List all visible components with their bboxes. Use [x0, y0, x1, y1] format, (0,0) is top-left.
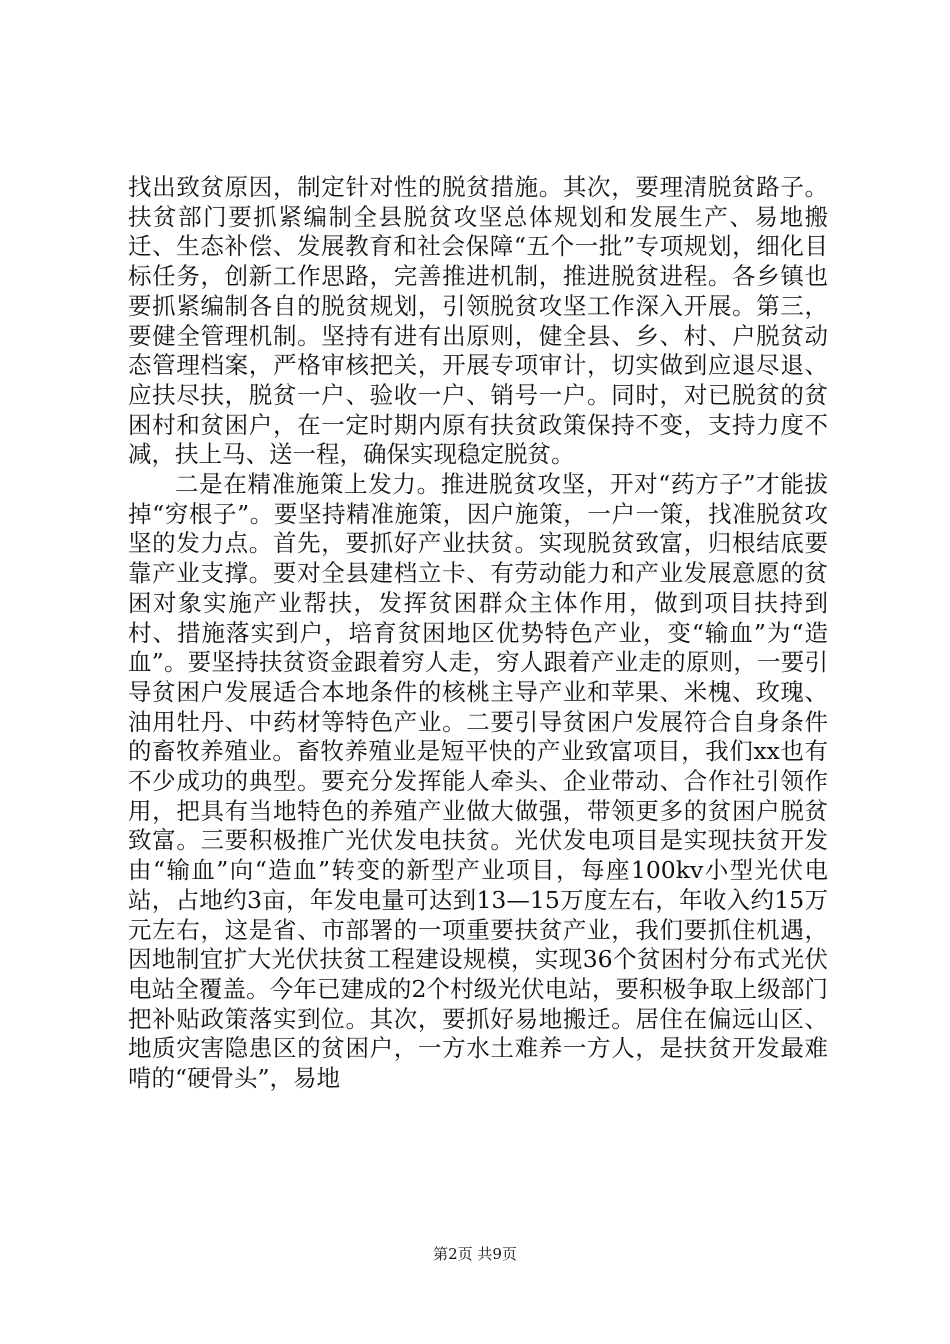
- paragraph-precise-policy: 二是在精准施策上发力。推进脱贫攻坚，开对“药方子”才能拔掉“穷根子”。要坚持精准施策，因户施策，一户一策，找准脱贫攻坚的发力点。首先，要抓好产业扶贫。实现脱贫致富，归根结底要靠产业支撑。要对全县建档立卡、有劳动能力和产业发展意愿的贫困对象实施产业帮扶，发挥贫困群众主体作用，做到项目扶持到村、措施落实到户，培育贫困地区优势特色产业，变“输血”为“造血”。要坚持扶贫资金跟着穷人走，穷人跟着产业走的原则，一要引导贫困户发展适合本地条件的核桃主导产业和苹果、米槐、玫瑰、油用牡丹、中药材等特色产业。二要引导贫困户发展符合自身条件的畜牧养殖业。畜牧养殖业是短平快的产业致富项目，我们xx也有不少成功的典型。要充分发挥能人牵头、企业带动、合作社引领作用，把具有当地特色的养殖产业做大做强，带领更多的贫困户脱贫致富。三要积极推广光伏发电扶贫。光伏发电项目是实现扶贫开发由“输血”向“造血”转变的新型产业项目，每座100kv小型光伏电站，占地约3亩，年发电量可达到13—15万度左右，年收入约15万元左右，这是省、市部署的一项重要扶贫产业，我们要抓住机遇，因地制宜扩大光伏扶贫工程建设规模，实现36个贫困村分布式光伏电站全覆盖。今年已建成的2个村级光伏电站，要积极争取上级部门把补贴政策落实到位。其次，要抓好易地搬迁。居住在偏远山区、地质灾害隐患区的贫困户，一方水土难养一方人，是扶贫开发最难啃的“硬骨头”，易地: [128, 470, 828, 1093]
- page-footer: 第2页 共9页: [433, 1245, 517, 1263]
- paragraph-continued: 找出致贫原因，制定针对性的脱贫措施。其次，要理清脱贫路子。扶贫部门要抓紧编制全县脱贫攻坚总体规划和发展生产、易地搬迁、生态补偿、发展教育和社会保障“五个一批”专项规划，细化目标任务，创新工作思路，完善推进机制，推进脱贫进程。各乡镇也要抓紧编制各自的脱贫规划，引领脱贫攻坚工作深入开展。第三，要健全管理机制。坚持有进有出原则，健全县、乡、村、户脱贫动态管理档案，严格审核把关，开展专项审计，切实做到应退尽退、应扶尽扶，脱贫一户、验收一户、销号一户。同时，对已脱贫的贫困村和贫困户，在一定时期内原有扶贫政策保持不变，支持力度不减，扶上马、送一程，确保实现稳定脱贫。: [128, 173, 828, 469]
- document-body: [128, 173, 828, 1094]
